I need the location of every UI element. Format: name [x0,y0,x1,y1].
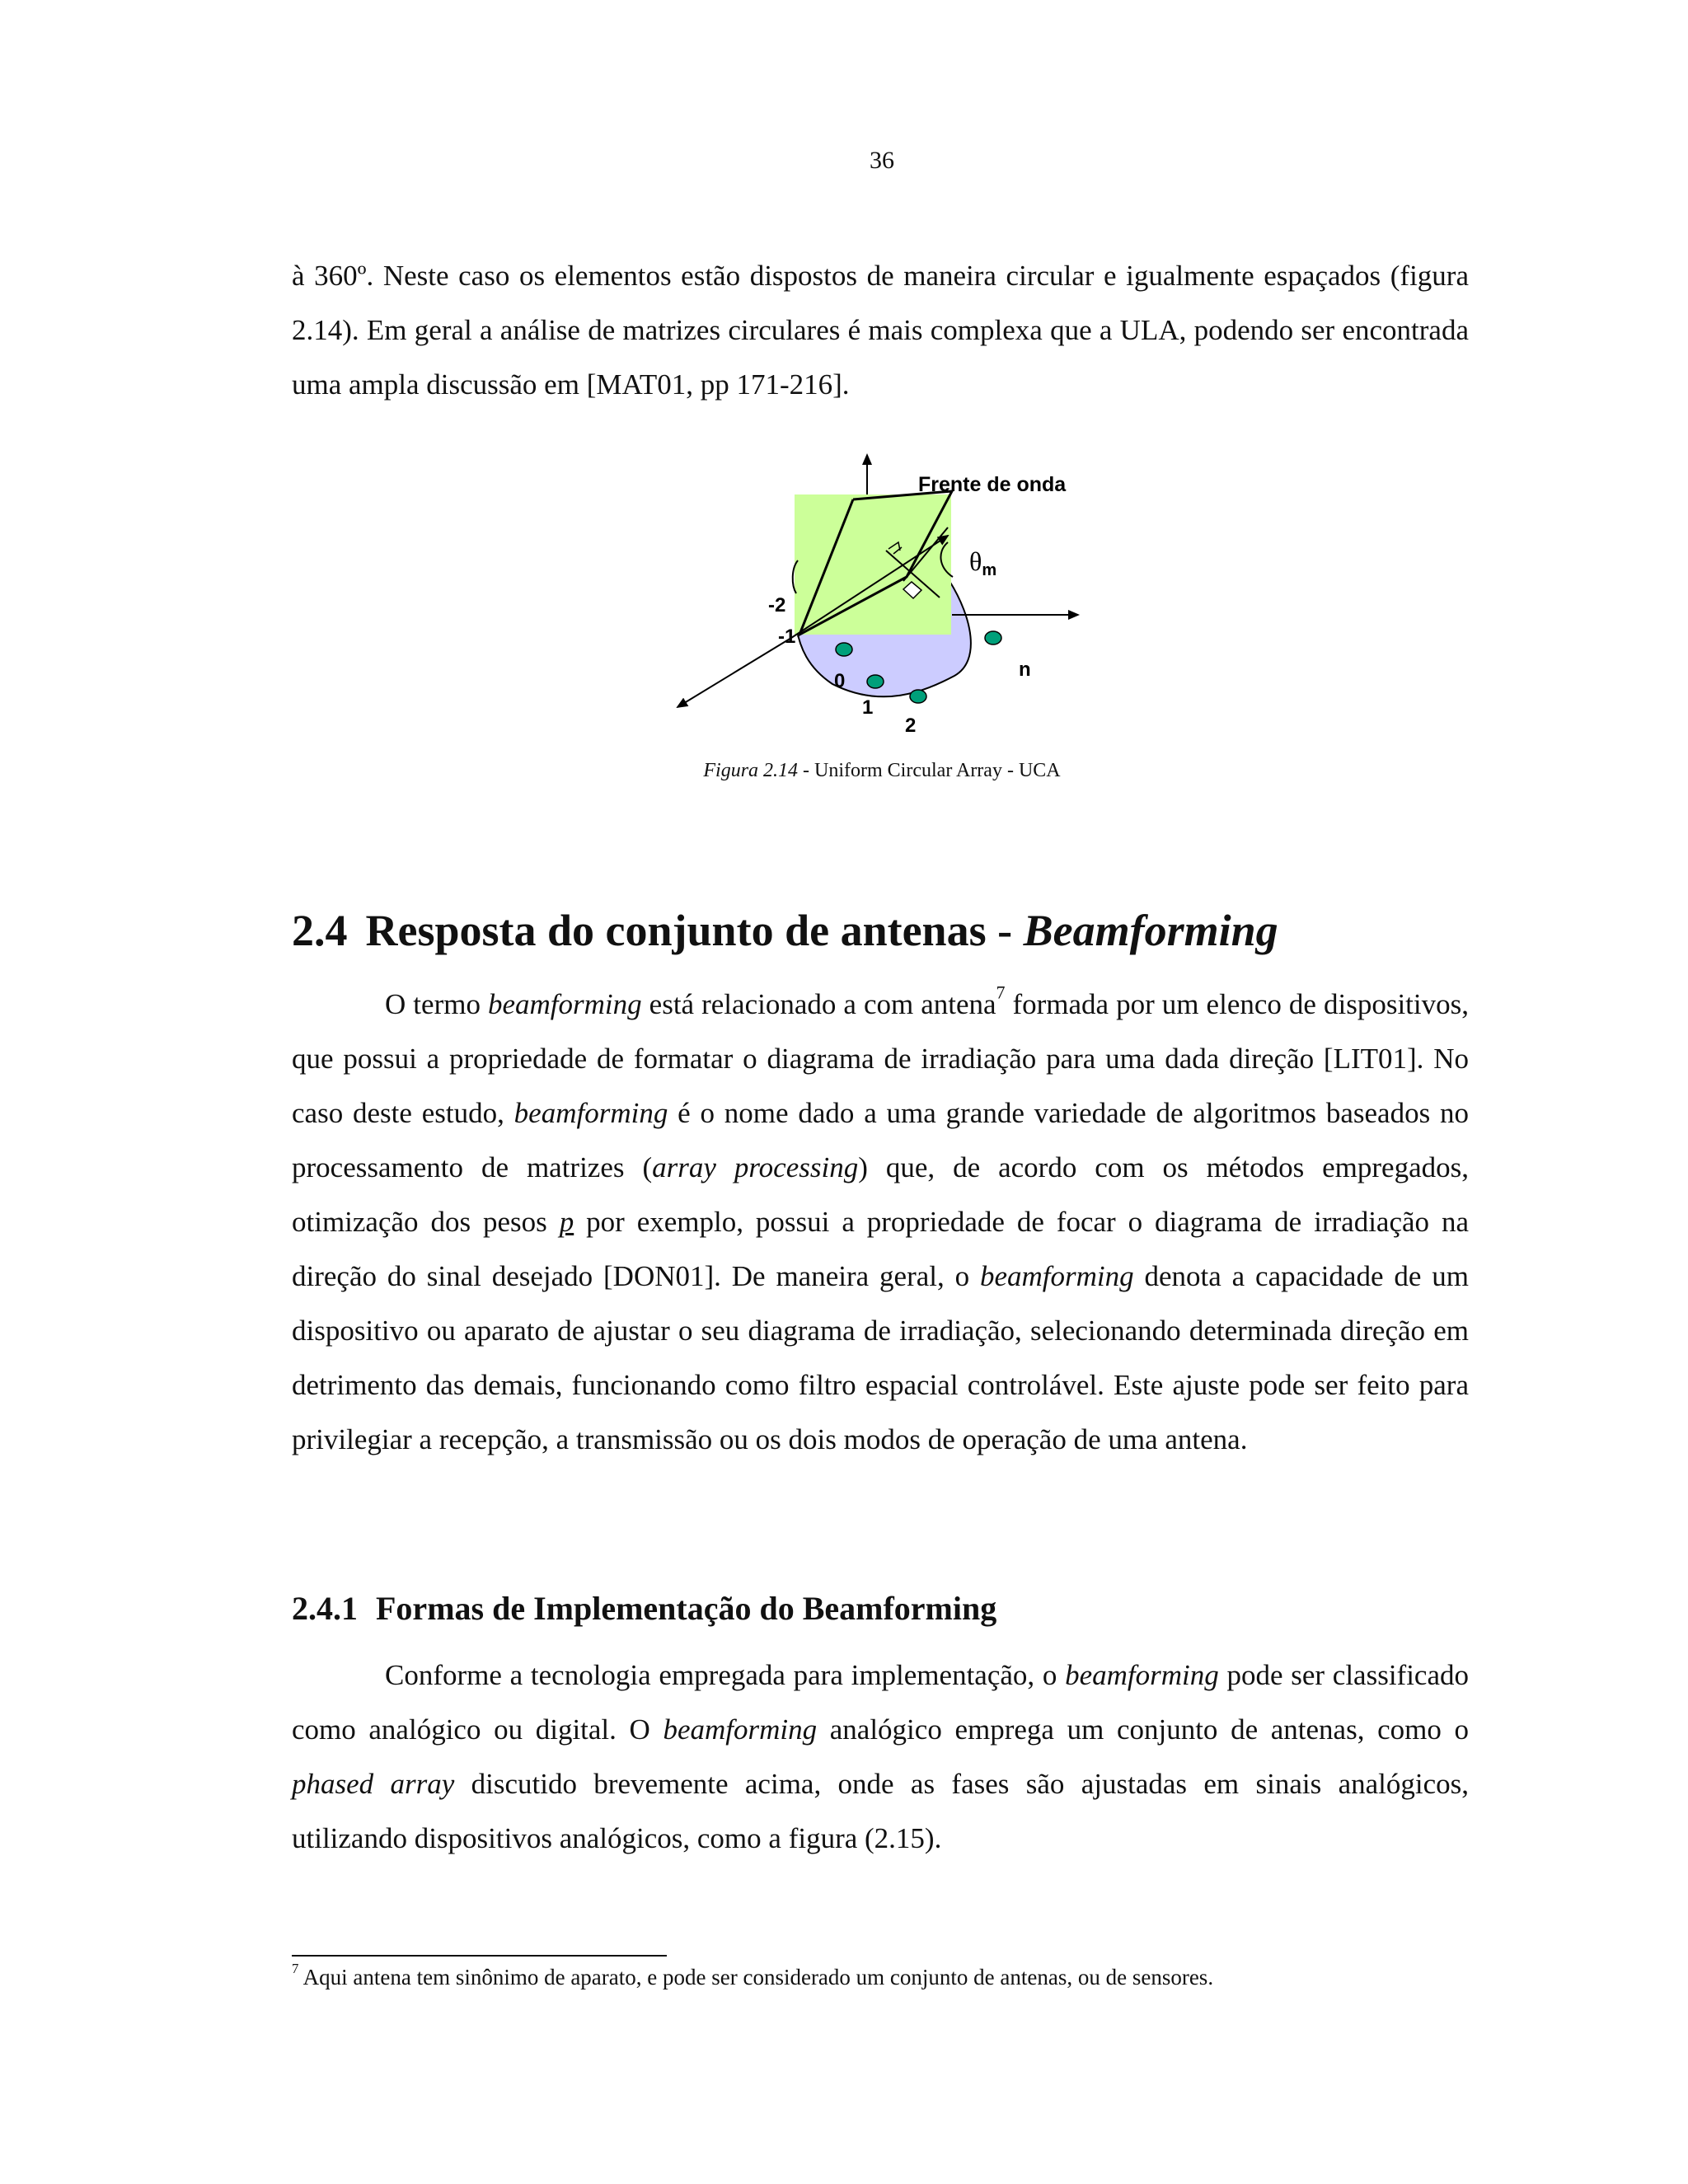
italic-term: phased array [292,1768,455,1800]
element-label-0: 0 [834,670,846,692]
theta-symbol: θ [969,546,982,576]
italic-term: beamforming [487,988,642,1020]
footnote-divider [292,1955,667,1957]
caption-text: - Uniform Circular Array - UCA [798,760,1061,781]
italic-term: array processing [652,1151,859,1183]
page-number: 36 [870,147,894,174]
italic-term: beamforming [979,1260,1134,1292]
text-run: Conforme a tecnologia empregada para implementação, o [385,1659,1066,1691]
italic-term: beamforming [663,1713,818,1746]
element-label-minus-1: -1 [778,626,796,648]
uca-figure [659,445,1088,758]
antenna-element-1 [867,675,884,688]
subsection-number: 2.4.1 [292,1590,358,1627]
theta-subscript: m [982,561,997,579]
text-run: está relacionado a com antena [641,988,996,1020]
text-run: analógico emprega um conjunto de antenas, como o [817,1713,1469,1746]
subsection-heading [292,1589,996,1628]
antenna-element-n [985,631,1001,644]
text-run: formada por um elenco de dispositivos, que possui a propriedade de formatar o diagrama de irradiação para uma dada direção [LIT01]. No caso deste estudo, [292,988,1469,1129]
subsection-title: Formas de Implementação do Beamforming [376,1590,997,1627]
element-label-1: 1 [862,696,874,719]
text-run: pode ser classificado como analógico ou digital. O [292,1659,1469,1746]
text-run: é o nome dado a uma grande variedade de algoritmos baseados no processamento de matrizes ( [292,1097,1470,1183]
footnote [292,1960,1214,1990]
section-paragraph [292,977,1469,1467]
theta-label [969,546,996,579]
text-run: denota a capacidade de um dispositivo ou aparato de ajustar o seu diagrama de irradiação, selecionando determinada direção em detrimento das demais, funcionando como filtro espacial controlável. Este ajuste pode ser feito para privilegiar a recepção, a transmissão ou os dois modos de operação de uma antena. [292,1260,1469,1455]
caption-label: Figura 2.14 [703,760,799,781]
weights-symbol: p [559,1206,574,1238]
wavefront-region [795,494,951,635]
section-number: 2.4 [292,906,348,955]
element-label-2: 2 [905,715,917,737]
text-run: O termo [385,988,488,1020]
antenna-element-2 [910,690,926,703]
antenna-element-0 [836,643,852,656]
intro-paragraph [292,249,1469,412]
italic-term: beamforming [1065,1659,1219,1691]
element-label-n: n [1019,658,1031,681]
footnote-reference: 7 [996,982,1006,1003]
figure-caption [0,760,1688,782]
text-run: ) que, de acordo com os métodos empregados, otimização dos pesos [292,1151,1470,1238]
diagonal-axis-arrow [678,638,791,707]
footnote-text: Aqui antena tem sinônimo de aparato, e pode ser considerado um conjunto de antenas, ou de sensores. [298,1965,1214,1990]
wavefront-label: Frente de onda [918,473,1067,496]
subsection-paragraph [292,1648,1469,1866]
intro-text: à 360º. Neste caso os elementos estão dispostos de maneira circular e igualmente espaçados (figura 2.14). Em geral a análise de matrizes circulares é mais complexa que a ULA, podendo ser encontrada uma ampla discussão em [MAT01, pp 171-216]. [292,260,1469,401]
footnote-marker: 7 [292,1960,299,1976]
italic-term: beamforming [513,1097,668,1129]
section-title: Resposta do conjunto de antenas - [365,906,1024,955]
text-run: por exemplo, possui a propriedade de focar o diagrama de irradiação na direção do sinal desejado [DON01]. De maneira geral, o [292,1206,1469,1292]
element-label-minus-2: -2 [768,594,786,616]
text-run: discutido brevemente acima, onde as fases são ajustadas em sinais analógicos, utilizando dispositivos analógicos, como a figura (2.15). [292,1768,1469,1854]
section-heading [292,905,1278,956]
section-title-italic: Beamforming [1023,906,1278,955]
